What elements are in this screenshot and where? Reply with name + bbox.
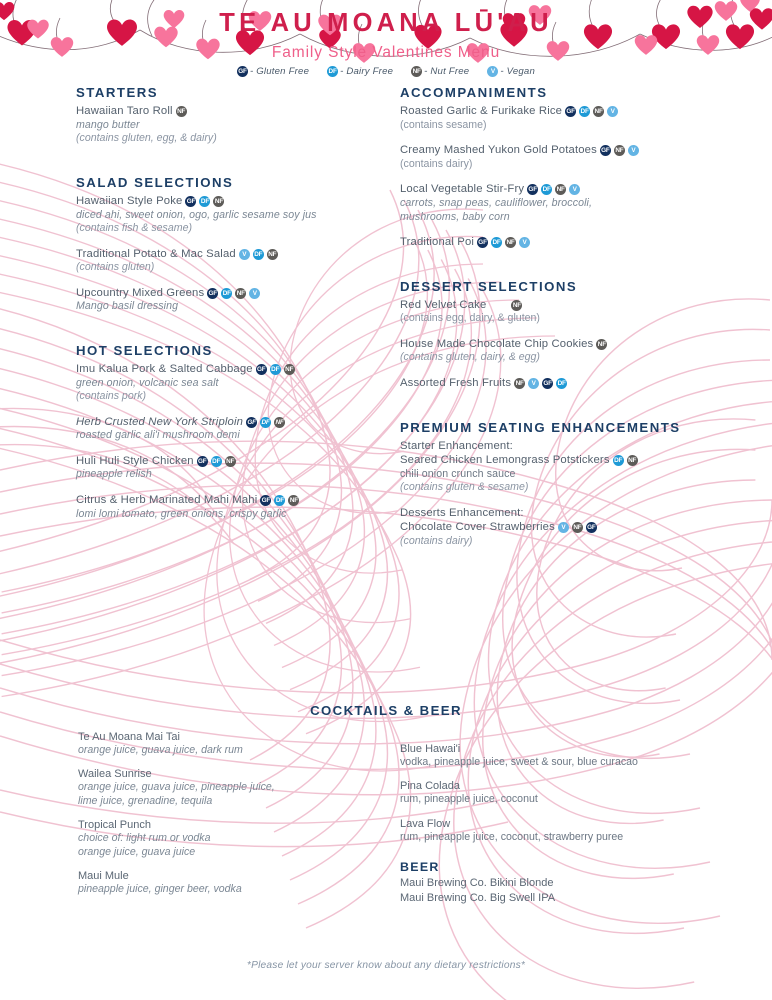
page-subtitle: Family Style Valentines Menu <box>271 44 501 62</box>
vegan-badge-icon: V <box>628 145 639 156</box>
menu-column-right <box>400 85 730 559</box>
cocktail-name: Te Au Moana Mai Tai <box>78 731 180 743</box>
section-heading: SALAD SELECTIONS <box>76 174 234 190</box>
menu-item <box>76 194 396 236</box>
dairy-free-badge-icon: DF <box>222 289 231 297</box>
gluten-free-badge-icon: GF <box>197 457 207 465</box>
menu-item <box>400 143 730 171</box>
menu-item-name-text: Upcountry Mixed Greens <box>76 286 205 299</box>
cocktail-name: Tropical Punch <box>78 819 151 832</box>
menu-item-allergen-note: (contains gluten, dairy, & egg) <box>400 351 540 364</box>
dairy-free-badge-icon: DF <box>275 497 284 505</box>
dietary-legend <box>0 66 772 77</box>
cocktail-ingredients-line2: lime juice, grenadine, tequila <box>78 794 213 807</box>
menu-item-name-text: Assorted Fresh Fruits <box>400 377 512 389</box>
menu-item-name-text: Traditional Potato & Mac Salad <box>76 247 236 260</box>
menu-item <box>400 376 730 391</box>
gluten-free-badge-icon: GF <box>208 289 217 297</box>
menu-item-name <box>76 493 396 508</box>
menu-item-label: Starter Enhancement: <box>400 439 513 452</box>
menu-item-description: pineapple relish <box>76 468 152 481</box>
cocktail-ingredients: choice of: light rum or vodka <box>78 832 211 845</box>
nut-free-badge-icon: NF <box>573 524 582 532</box>
nut-free-badge-icon: NF <box>226 457 235 465</box>
section-heading: PREMIUM SEATING ENHANCEMENTS <box>400 419 681 435</box>
menu-item <box>76 362 396 404</box>
menu-item-description: chili onion crunch sauce <box>400 467 516 480</box>
menu-item-name <box>400 104 730 119</box>
nut-free-badge-icon: NF <box>615 147 624 155</box>
nut-free-badge-icon: NF <box>285 366 294 374</box>
section-spacer <box>400 402 730 420</box>
nut-free-badge-icon: NF <box>597 340 606 348</box>
cocktail-ingredients: orange juice, guava juice, pineapple juice, <box>78 781 275 794</box>
vegan-badge-icon: V <box>607 106 618 117</box>
menu-item-name-text: Traditional Poi <box>400 236 475 249</box>
menu-item <box>76 454 396 482</box>
cocktail-ingredients: pineapple juice, ginger beer, vodka <box>78 883 242 896</box>
menu-item <box>400 182 730 224</box>
menu-item-name <box>76 286 396 301</box>
gluten-free-badge-icon: GF <box>601 147 610 155</box>
cocktail-name: Blue Hawai'i <box>400 743 461 755</box>
gluten-free-badge-icon: GF <box>587 524 596 532</box>
menu-item-description: roasted garlic ali'i mushroom demi <box>76 429 240 442</box>
legend-label-v: - Vegan <box>500 66 535 78</box>
section-heading: HOT SELECTIONS <box>76 343 213 358</box>
menu-item-name <box>400 298 730 313</box>
vegan-badge-icon: V <box>239 249 250 260</box>
nut-free-badge-icon: NF <box>515 380 524 387</box>
cocktail-ingredients: rum, pineapple juice, coconut <box>400 793 538 806</box>
dairy-free-badge-icon: DF <box>557 380 566 387</box>
gluten-free-badge-icon: GF <box>566 108 575 116</box>
menu-item-allergen-note: (contains fish & sesame) <box>76 222 192 235</box>
section-spacer <box>76 157 396 175</box>
menu-item-allergen-note: (contains gluten) <box>76 261 155 274</box>
menu-item-name-text: Hawaiian Taro Roll <box>76 105 173 118</box>
menu-item-label: Desserts Enhancement: <box>400 506 524 519</box>
menu-item-name <box>76 362 396 377</box>
nut-free-badge-icon: NF <box>177 108 186 116</box>
menu-item-description: lomi lomi tomato, green onions, crispy garlic <box>76 507 287 520</box>
cocktail-item <box>78 730 378 757</box>
menu-item-name-text: Creamy Mashed Yukon Gold Potatoes <box>400 144 597 157</box>
legend-label-df: - Dairy Free <box>340 66 394 78</box>
menu-item <box>400 337 730 365</box>
gluten-free-badge-icon: GF <box>256 366 266 374</box>
menu-item-name <box>76 104 396 119</box>
menu-item-allergen-note: (contains gluten & sesame) <box>400 481 529 494</box>
cocktail-item <box>400 742 730 769</box>
menu-item-allergen-note: (contains dairy) <box>400 157 473 170</box>
legend-item-df <box>327 66 393 77</box>
gluten-free-badge-icon: GF <box>247 418 256 426</box>
cocktail-name: Pina Colada <box>400 780 460 793</box>
menu-item-allergen-note: (contains gluten, egg, & dairy) <box>76 132 217 145</box>
menu-item-description: green onion, volcanic sea salt <box>76 376 219 389</box>
menu-header <box>0 0 772 77</box>
nut-free-badge-icon: NF <box>512 301 521 309</box>
vegan-badge-icon: V <box>569 184 580 195</box>
menu-item-name-text: Seared Chicken Lemongrass Potstickers <box>400 454 610 467</box>
vegan-badge-icon: V <box>558 522 569 533</box>
vegan-badge-icon: V <box>519 237 530 248</box>
cocktail-item <box>400 779 730 806</box>
gluten-free-badge-icon: GF <box>528 186 537 194</box>
menu-item-name <box>400 182 730 197</box>
gluten-free-badge-icon: GF <box>261 497 271 505</box>
menu-item <box>400 298 730 326</box>
cocktail-ingredients: orange juice, guava juice, dark rum <box>78 744 243 756</box>
menu-item-description: carrots, snap peas, cauliflower, broccoli, <box>400 196 593 209</box>
gluten-free-badge-icon: GF <box>186 198 196 206</box>
dairy-free-badge-icon: DF <box>492 239 501 247</box>
cocktail-ingredients: rum, pineapple juice, coconut, strawberry puree <box>400 830 624 843</box>
menu-item-description: Mango basil dressing <box>76 300 179 313</box>
nut-free-badge-icon: NF <box>506 239 515 247</box>
menu-item <box>76 286 396 314</box>
menu-item-description: diced ahi, sweet onion, ogo, garlic sesame soy jus <box>76 208 317 221</box>
menu-column-left <box>76 85 396 532</box>
beer-item: Maui Brewing Co. Bikini Blonde <box>400 877 554 890</box>
menu-item-name <box>400 337 730 352</box>
menu-item-name-text: Red Velvet Cake <box>400 298 487 311</box>
cocktails-heading: COCKTAILS & BEER <box>310 703 462 718</box>
nut-free-badge-icon: NF <box>594 108 603 116</box>
menu-item-name <box>76 454 396 469</box>
gluten-free-badge-icon: GF <box>238 68 247 76</box>
menu-item <box>76 247 396 275</box>
section-spacer <box>400 261 730 279</box>
menu-item-name <box>400 235 730 250</box>
menu-item-name-text: Chocolate Cover Strawberries <box>400 521 555 534</box>
menu-item-allergen-note: (contains sesame) <box>400 118 487 131</box>
section-spacer <box>76 325 396 343</box>
beer-item: Maui Brewing Co. Big Swell IPA <box>400 891 556 904</box>
menu-item-name-text: Roasted Garlic & Furikake Rice <box>400 105 563 118</box>
menu-item-name <box>76 194 396 209</box>
cocktail-item <box>78 767 378 808</box>
cocktail-item <box>78 869 378 896</box>
dairy-free-badge-icon: DF <box>261 418 270 426</box>
section-heading: DESSERT SELECTIONS <box>400 278 578 294</box>
dairy-free-badge-icon: DF <box>614 457 623 465</box>
dairy-free-badge-icon: DF <box>254 250 263 258</box>
dairy-free-badge-icon: DF <box>328 68 337 76</box>
section-heading: ACCOMPANIMENTS <box>400 85 548 101</box>
cocktail-name: Wailea Sunrise <box>78 768 152 781</box>
dairy-free-badge-icon: DF <box>212 457 221 465</box>
cocktail-item <box>400 817 730 844</box>
menu-item-name-text: Herb Crusted New York Striploin <box>76 415 244 428</box>
legend-item-gf <box>237 66 309 77</box>
nut-free-badge-icon: NF <box>236 289 245 297</box>
dietary-restrictions-note: *Please let your server know about any dietary restrictions* <box>246 960 526 971</box>
menu-item-name <box>400 376 730 391</box>
menu-item-name-text: Hawaiian Style Poke <box>76 195 183 208</box>
vegan-badge-icon: V <box>528 378 539 389</box>
menu-item-description-line2: mushrooms, baby corn <box>400 210 510 223</box>
menu-item-name-text: House Made Chocolate Chip Cookies <box>400 337 594 350</box>
beer-heading: BEER <box>400 860 440 875</box>
menu-item-name <box>400 520 730 535</box>
nut-free-badge-icon: NF <box>275 418 284 426</box>
menu-item <box>400 506 730 549</box>
nut-free-badge-icon: NF <box>214 198 224 206</box>
menu-item <box>76 104 396 146</box>
legend-label-nf: - Nut Free <box>424 66 470 78</box>
menu-item-name <box>76 415 396 430</box>
legend-label-gf: - Gluten Free <box>249 66 310 78</box>
cocktail-item <box>78 818 378 859</box>
menu-item-allergen-note: (contains dairy) <box>400 534 473 547</box>
nut-free-badge-icon: NF <box>412 68 421 76</box>
menu-item-name-text: Huli Huli Style Chicken <box>76 454 194 467</box>
cocktail-name: Maui Mule <box>78 870 129 883</box>
menu-item-name <box>76 247 396 262</box>
menu-item <box>400 439 730 495</box>
cocktail-name: Lava Flow <box>400 817 451 830</box>
gluten-free-badge-icon: GF <box>478 239 487 247</box>
menu-item-name <box>400 453 730 468</box>
dairy-free-badge-icon: DF <box>542 186 551 194</box>
cocktails-column-right <box>400 742 730 905</box>
dairy-free-badge-icon: DF <box>200 198 210 206</box>
nut-free-badge-icon: NF <box>628 457 637 465</box>
menu-item-allergen-note: (contains egg, dairy, & gluten) <box>400 312 540 325</box>
menu-item-name <box>400 143 730 158</box>
menu-item-description: mango butter <box>76 118 140 131</box>
menu-item-name-text: Imu Kalua Pork & Salted Cabbage <box>76 363 253 376</box>
nut-free-badge-icon: NF <box>289 497 298 505</box>
cocktail-ingredients: vodka, pineapple juice, sweet & sour, blue curacao <box>400 756 638 768</box>
menu-item-allergen-note: (contains pork) <box>76 390 147 403</box>
nut-free-badge-icon: NF <box>268 250 277 258</box>
vegan-badge-icon: V <box>249 288 260 299</box>
menu-item <box>400 235 730 250</box>
menu-item-name-text: Local Vegetable Stir-Fry <box>400 183 525 196</box>
page-title: TE AU MOANA LŪ'AU <box>219 9 553 37</box>
menu-item <box>76 493 396 521</box>
dairy-free-badge-icon: DF <box>271 366 280 374</box>
menu-item-name-text: Citrus & Herb Marinated Mahi Mahi <box>76 494 258 507</box>
vegan-badge-icon: V <box>487 66 498 77</box>
menu-item <box>400 104 730 132</box>
gluten-free-badge-icon: GF <box>543 380 552 387</box>
section-heading: STARTERS <box>76 85 159 101</box>
dairy-free-badge-icon: DF <box>580 108 589 116</box>
legend-item-nf <box>411 66 469 77</box>
nut-free-badge-icon: NF <box>556 186 565 194</box>
cocktails-column-left <box>78 730 378 906</box>
legend-item-v <box>487 66 535 77</box>
menu-item <box>76 415 396 443</box>
cocktail-ingredients-line2: orange juice, guava juice <box>78 845 196 858</box>
